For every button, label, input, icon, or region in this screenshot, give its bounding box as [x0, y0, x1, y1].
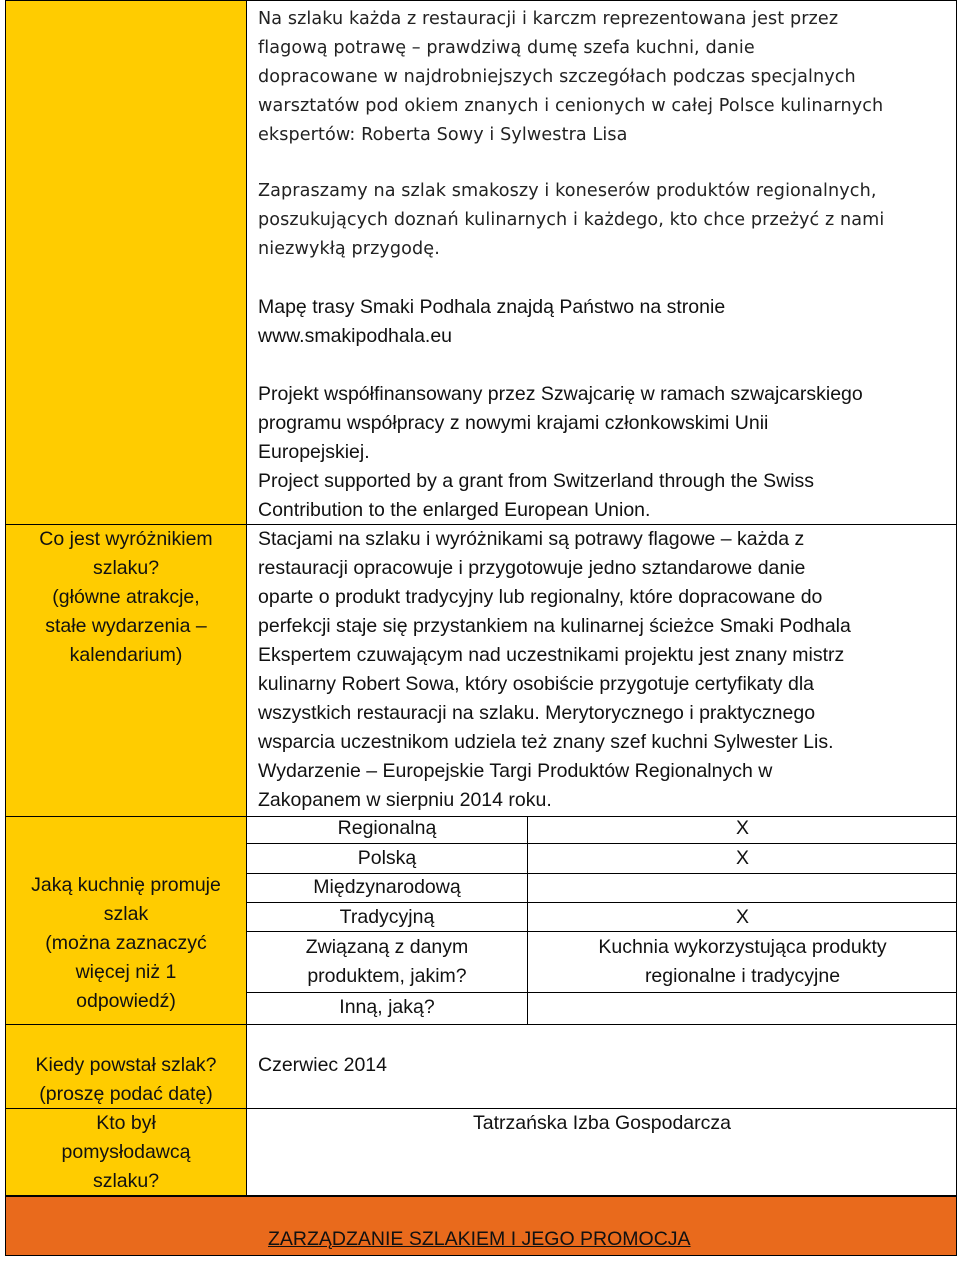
text-line: dopracowane w najdrobniejszych szczegółach podczas specjalnych: [258, 67, 856, 87]
text-line: niezwykłą przygodę.: [258, 239, 440, 259]
cuisine-mark-polish: X: [735, 847, 749, 869]
text-line: programu współpracy z nowymi krajami członkowskimi Unii: [258, 412, 769, 434]
cuisine-mark-regional: X: [735, 817, 749, 839]
text-line: ekspertów: Roberta Sowy i Sylwestra Lisa: [258, 125, 628, 145]
intro-paragraph-3: [258, 293, 948, 351]
cuisine-mark-traditional: X: [735, 906, 749, 928]
label-line: odpowiedź): [76, 990, 176, 1012]
distinction-label: [5, 525, 247, 670]
text-line: Zakopanem w sierpniu 2014 roku.: [258, 789, 552, 811]
label-line: więcej niż 1: [75, 961, 177, 983]
option-line: Kuchnia wykorzystująca produkty: [598, 936, 887, 958]
intro-paragraph-1: [258, 5, 948, 150]
cuisine-option-other: Inną, jaką?: [339, 996, 435, 1018]
text-line: Projekt współfinansowany przez Szwajcarię w ramach szwajcarskiego: [258, 383, 863, 405]
cuisine-option-product: [247, 933, 527, 991]
label-line: stałe wydarzenia –: [45, 615, 207, 637]
cuisine-option-regional: Regionalną: [337, 817, 437, 839]
label-line: szlaku?: [92, 1170, 160, 1192]
cuisine-option-traditional: Tradycyjną: [339, 906, 435, 928]
option-line: produktem, jakim?: [307, 965, 467, 987]
text-line: Mapę trasy Smaki Podhala znajdą Państwo na stronie: [258, 296, 726, 318]
text-line: flagową potrawę – prawdziwą dumę szefa kuchni, danie: [258, 38, 755, 58]
text-line: perfekcji staje się przystankiem na kulinarnej ścieżce Smaki Podhala: [258, 615, 851, 637]
label-line: kalendarium): [69, 644, 183, 666]
text-line: kulinarny Robert Sowa, który osobiście przygotuje certyfikaty dla: [258, 673, 814, 695]
label-line: Kto był: [96, 1112, 156, 1134]
option-line: regionalne i tradycyjne: [644, 965, 841, 987]
text-line: Na szlaku każda z restauracji i karczm reprezentowana jest przez: [258, 9, 839, 29]
founder-label: [5, 1109, 247, 1196]
cuisine-option-polish: Polską: [357, 847, 417, 869]
cuisine-option-international: Międzynarodową: [313, 876, 461, 898]
label-line: (główne atrakcje,: [52, 586, 200, 608]
text-line: restauracji opracowuje i przygotowuje jedno sztandarowe danie: [258, 557, 806, 579]
label-line: szlak: [103, 903, 149, 925]
label-line: (można zaznaczyć: [45, 932, 207, 954]
label-line: Kiedy powstał szlak?: [35, 1054, 217, 1076]
text-line: Wydarzenie – Europejskie Targi Produktów Regionalnych w: [258, 760, 773, 782]
intro-paragraph-4: [258, 380, 948, 525]
text-line: Contribution to the enlarged European Union.: [258, 499, 651, 521]
text-line: Stacjami na szlaku i wyróżnikami są potrawy flagowe – każda z: [258, 528, 805, 550]
section-title: ZARZĄDZANIE SZLAKIEM I JEGO PROMOCJA: [268, 1228, 691, 1250]
label-cell-intro: [5, 0, 247, 524]
text-line: Project supported by a grant from Switzerland through the Swiss: [258, 470, 815, 492]
intro-paragraph-2: [258, 177, 948, 264]
text-line: Zapraszamy na szlak smakoszy i koneserów produktów regionalnych,: [258, 181, 877, 201]
text-line: oparte o produkt tradycyjny lub regionalny, które dopracowane do: [258, 586, 823, 608]
created-label: [5, 1051, 247, 1109]
label-line: Co jest wyróżnikiem: [39, 528, 213, 550]
cuisine-mark-product: [528, 933, 957, 991]
label-line: (proszę podać datę): [39, 1083, 213, 1105]
distinction-text: [258, 525, 948, 815]
founder-value: Tatrzańska Izba Gospodarcza: [473, 1112, 731, 1134]
created-value: Czerwiec 2014: [258, 1054, 387, 1076]
website-link[interactable]: www.smakipodhala.eu: [258, 325, 453, 347]
cuisine-label: [5, 871, 247, 1016]
label-line: szlaku?: [92, 557, 160, 579]
option-line: Związaną z danym: [305, 936, 469, 958]
label-line: Jaką kuchnię promuje: [31, 874, 221, 896]
text-line: wsparcia uczestnikom udziela też znany szef kuchni Sylwester Lis.: [258, 731, 834, 753]
text-line: warsztatów pod okiem znanych i cenionych w całej Polsce kulinarnych: [258, 96, 884, 116]
text-line: wszystkich restauracji na szlaku. Merytorycznego i praktycznego: [258, 702, 816, 724]
text-line: Ekspertem czuwającym nad uczestnikami projektu jest znany mistrz: [258, 644, 845, 666]
label-line: pomysłodawcą: [61, 1141, 191, 1163]
text-line: poszukujących doznań kulinarnych i każdego, kto chce przeżyć z nami: [258, 210, 885, 230]
text-line: Europejskiej.: [258, 441, 370, 463]
